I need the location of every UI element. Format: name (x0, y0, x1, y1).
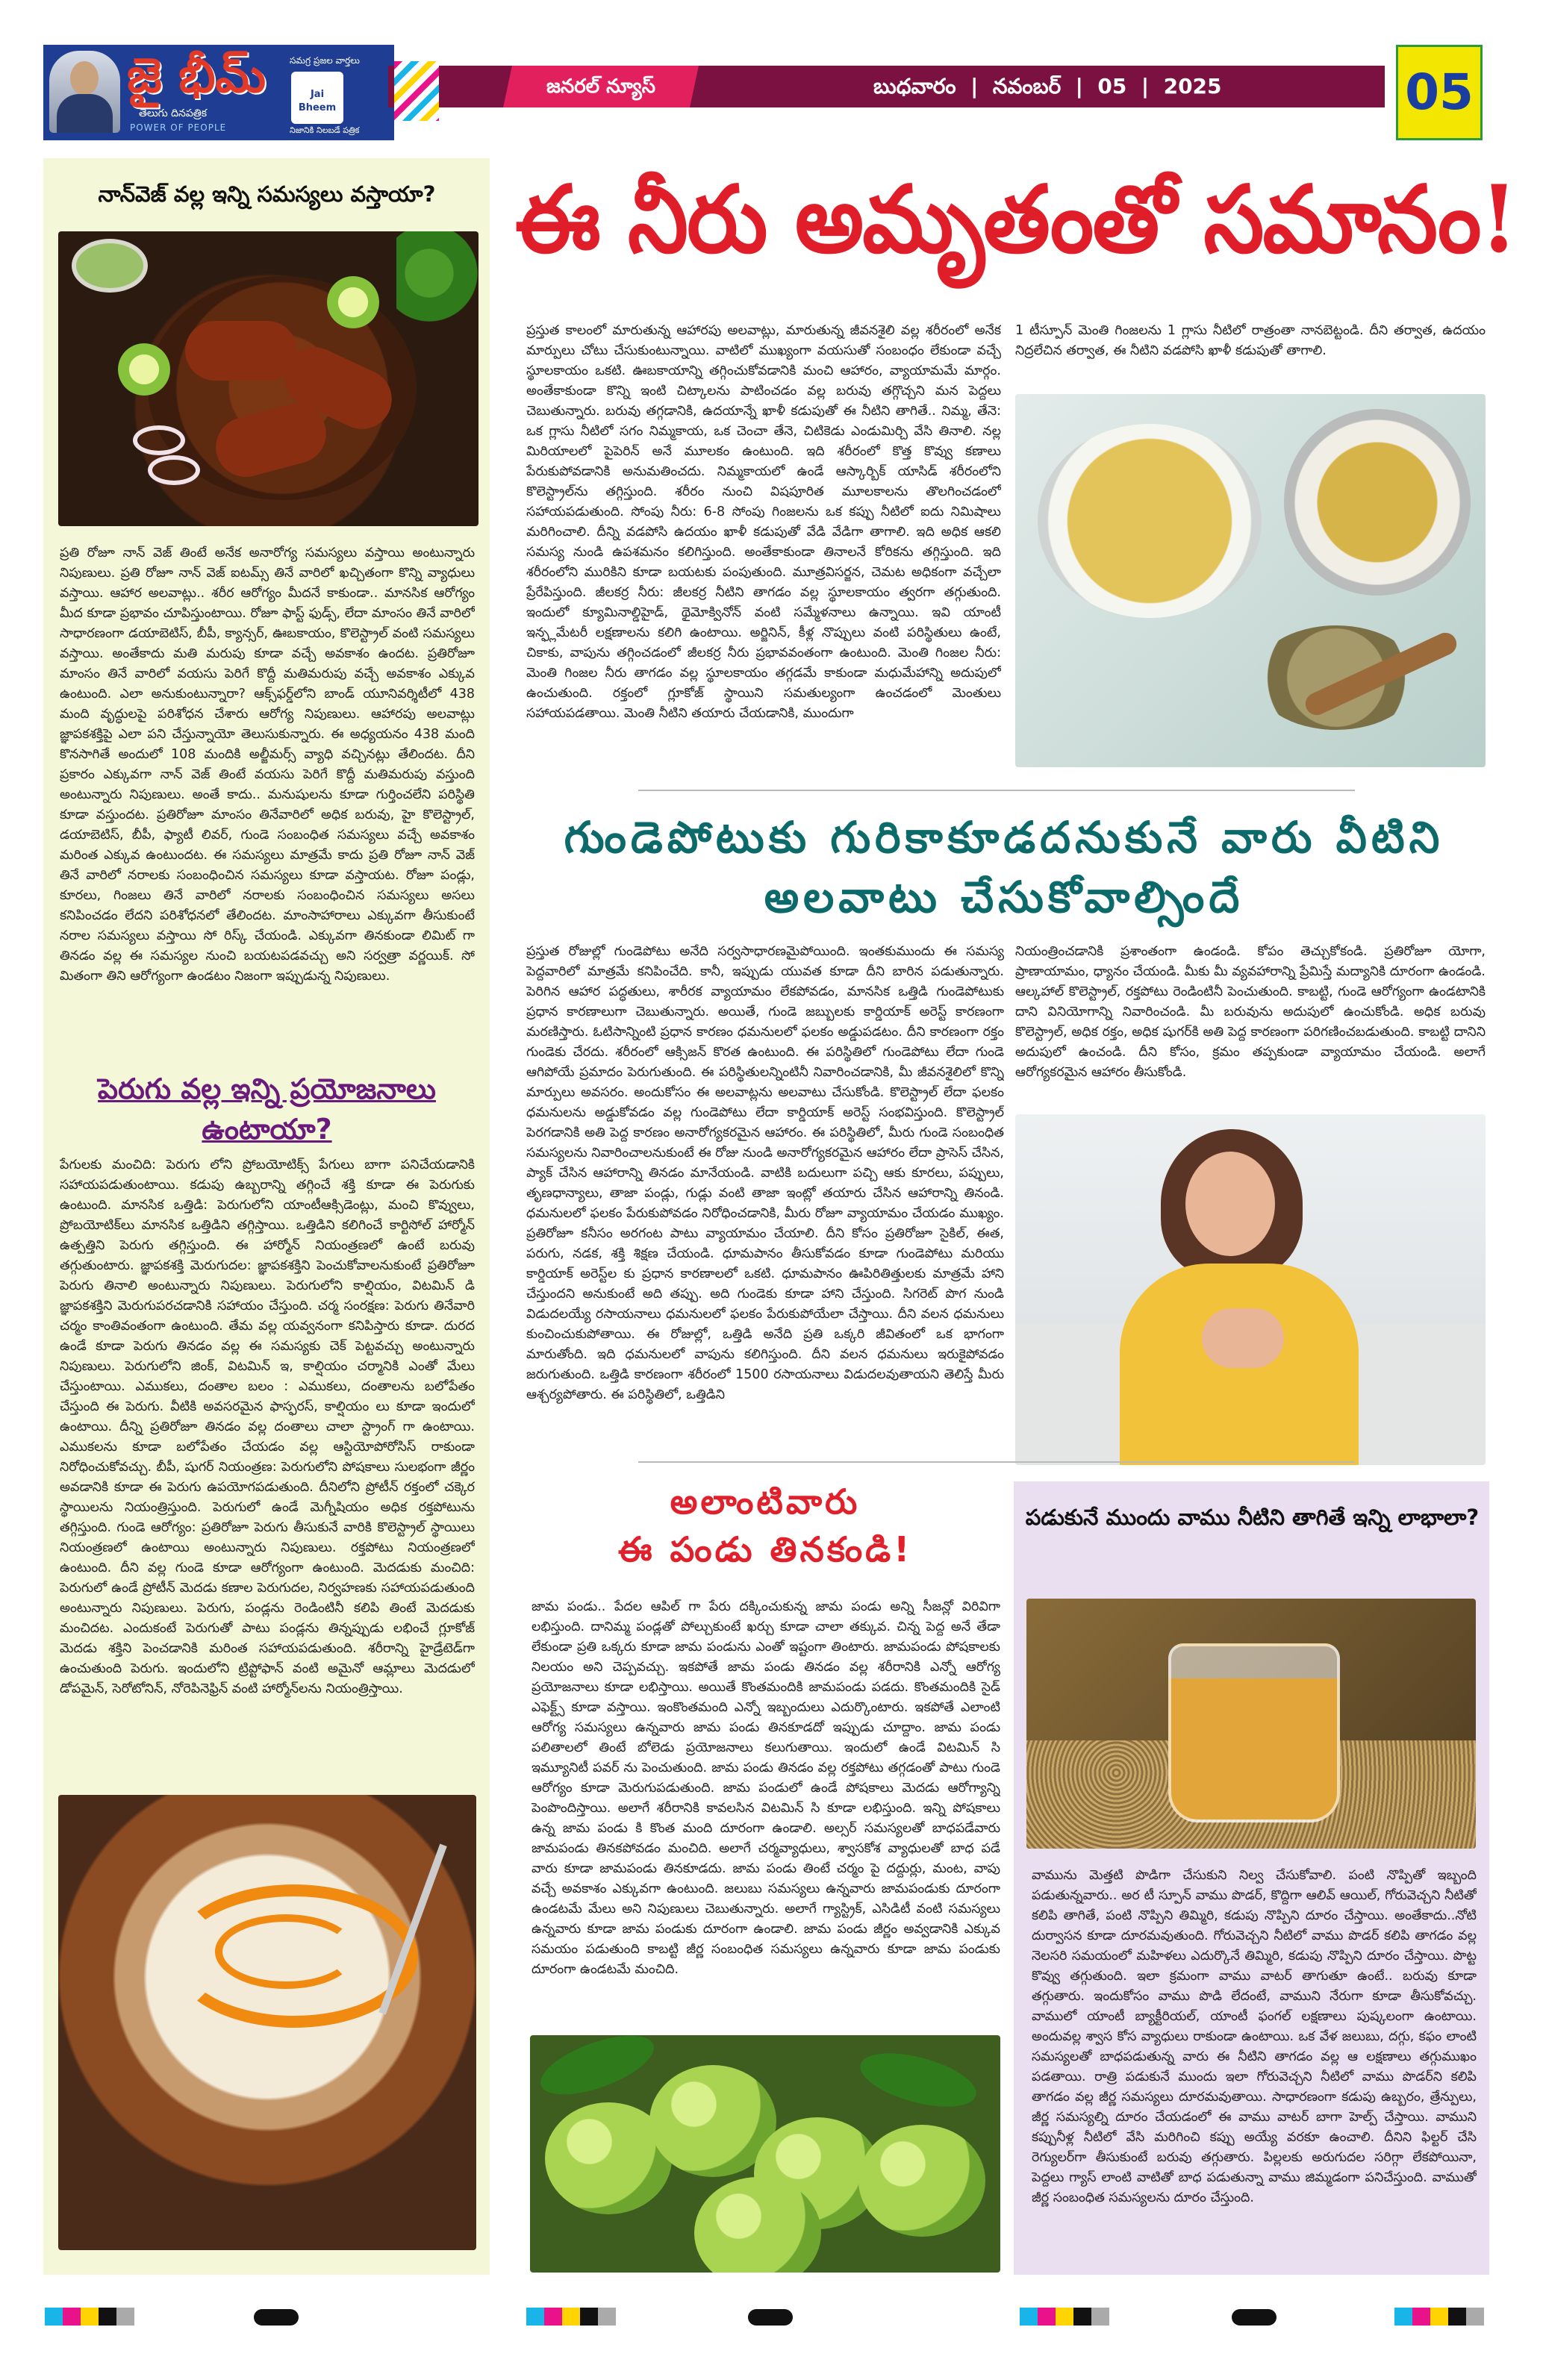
registration-stripes (394, 61, 439, 121)
nonveg-article-body: ప్రతి రోజూ నాన్ వెజ్ తింటే అనేక అనారోగ్య సమస్యలు వస్తాయి అంటున్నారు నిపుణులు. ప్రతి రోజూ నాన్ వెజ్ ఐటమ్స్ తినే వారిలో ఖచ్చితంగా కొన్ని వ్యాధులు వస్తాయి. ఆహార అలవాట్లు.. శరీర ఆరోగ్యం మీదనే కాకుండా.. మానసిక ఆరోగ్యం మీద కూడా ప్రభావం చూపిస్తుంటాయి. రోజూ ఫాస్ట్ ఫుడ్స్, లేదా మాంసం తినే వారిలో సాధారణంగా డయాబెటిస్, బీపీ, క్యాన్సర్, ఊబకాయం, కొలెస్ట్రాల్ వంటి సమస్యలు వస్తాయి. అంతేకాదు మతి మరుపు కూడా వచ్చే అవకాశం ఉందట. ప్రతిరోజూ మాంసం తినే వారిలో వయసు పెరిగే కొద్దీ మతిమరుపు వచ్చే అవకాశం ఎక్కువ ఉంటుంది. ఎలా అనుకుంటున్నారా? ఆక్స్‌ఫర్డ్‌లోని బాండ్ యూనివర్శిటీలో 438 మంది వృద్ధులపై పరిశోధన చేశారు ఆరోగ్య నిపుణులు. ఆహారపు అలవాట్లు జ్ఞాపకశక్తిపై ఎలా పని చేస్తున్నాయో తెలుసుకున్నారు. ఈ అధ్యయనం 438 మంది కొనసాగితే అందులో 108 మందికి అల్జీమర్స్ వ్యాధి వచ్చినట్లు తేలిందట. దీని ప్రకారం ఎక్కువగా నాన్ వెజ్ తింటే వయసు పెరిగే కొద్దీ మతిమరుపు వస్తుంది అంటున్నారు నిపుణులు. అంతే కాదు.. మనుషులను కూడా గుర్తించలేని పరిస్థితి కూడా వస్తుందట. ప్రతిరోజూ మాంసం తినేవారిలో అధిక బరువు, హై కొలెస్ట్రాల్, డయాబెటిస్, బీపీ, ఫ్యాటీ లివర్, గుండె సంబంధిత సమస్యలు వచ్చే అవకాశం మరింత ఎక్కువ ఉంటుందట. ఈ సమస్యలు మాత్రమే కాదు ప్రతి రోజూ నాన్ వెజ్ తినే వారిలో నరాలకు సంబంధించిన సమస్యలు కూడా వస్తాయట. రోజూ పండ్లు, కూరలు, గింజలు తినే వారిలో నరాలకు సంబంధించిన సమస్యలు అసలు కనిపించడం లేదని పరిశోధనలో తేలిందట. మాంసాహారాలు ఎక్కువగా తీసుకుంటే నరాల సమస్యలు వస్తాయి సో రిస్క్ చేయండి. ఎక్కువగా తినకుండా లిమిట్ గా తినడం వల్ల ఈ సమస్యల నుంచి బయటపడవచ్చు అని సర్వత్రా వర్ణయిక్. సో మితంగా తిని ఆరోగ్యంగా ఉండటం నిజంగా ఇప్పుడున్న నిపుణులు. (60, 546, 475, 984)
jai-bheem-logo: Jai Bheem (291, 72, 343, 124)
heart-headline: గుండెపోటుకు గురికాకూడదనుకునే వారు వీటిని అలవాటు చేసుకోవాల్సిందే (564, 812, 1444, 922)
vamu-article-body: వామును మెత్తటి పొడిగా చేసుకుని నిల్వ చేసుకోవాలి. పంటి నొప్పితో ఇబ్బంది పడుతున్నవారు.. అర టీ స్పూన్ వాము పొడర్, కొద్దిగా ఆలివ్ ఆయిల్, గోరువెచ్చని నీటితో కలిపి తాగితే, పంటి నొప్పిని తిమ్మిరి, కడుపు నొప్పిని దూరం చేస్తాయి. అంతేకాదు..నోటి దుర్వాసన కూడా దూరమవుతుంది. గోరువెచ్చని నీటిలో వాము పొడర్ కలిపి తాగడం వల్ల నెలసరి సమయంలో మహిళలు ఎదుర్కొనే తిమ్మిరి, కడుపు నొప్పిని దూరం చేస్తాయి. పొట్ట కొవ్వు తగ్గుతుంది. ఇలా క్రమంగా వాము వాటర్ తాగుతూ ఉంటే.. బరువు కూడా తగ్గుతారు. ఇందుకోసం వాము పొడి లేదంటే, వాముని నేరుగా కూడా తీసుకోవచ్చు. వాములో యాంటీ బ్యాక్టీరియల్, యాంటీ ఫంగల్ లక్షణాలు పుష్కలంగా ఉంటాయి. అందువల్ల శ్వాస కోస వ్యాధులు రాకుండా ఉంటాయి. ఒక వేళ జలుబు, దగ్గు, కఫం లాంటి సమస్యలతో బాధపడుతున్న వారు ఈ నీటిని తాగడం వల్ల ఆ లక్షణాలు తగ్గుముఖం పడతాయి. రాత్రి పడుకునే ముందు ఇలా గోరువెచ్చని నీటిలో వాము పొడర్‌ని కలిపి తాగడం వల్ల జీర్ణ సమస్యలు దూరమవుతాయి. సాధారణంగా కడుపు ఉబ్బరం, త్రేన్పులు, జీర్ణ సమస్యల్ని దూరం చేయడంలో ఈ వాము వాటర్ బాగా హెల్ప్ చేస్తాయి. వాముని కప్పునీళ్ల నీటిలో వేసి మరిగించి కప్పు అయ్యే వరకూ ఉంచాలి. దీనిని ఫిల్టర్ చేసి రెగ్యులర్‌గా తీసుకుంటే బరువు తగ్గుతారు. పిల్లలకు అరుగుదల సరిగ్గా లేకపోయినా, పెద్దలు గ్యాస్ లాంటి వాటితో బాధ పడుతున్నా వాము జిమ్మడంగా పనిచేస్తుంది. వాముతో జీర్ణ సంబంధిత సమస్యలను దూరం చేస్తుంది. (1032, 1868, 1477, 2205)
paper-name: జై భీమ్ (127, 48, 266, 104)
curd-headline: పెరుగు వల్ల ఇన్ని ప్రయోజనాలు ఉంటాయా? (98, 1072, 436, 1146)
registration-mark (748, 2309, 793, 2326)
nonveg-photo (58, 231, 479, 526)
divider-rule (638, 790, 1355, 791)
heart-article-col2: నియంత్రించడానికి ప్రశాంతంగా ఉండండి. కోపం తెచ్చుకోకండి. ప్రతిరోజూ యోగా, ప్రాణాయామం, ధ్యానం చేయండి. మీకు మీ వ్యవహారాన్ని ప్రేమిస్తే మద్యానికి దూరంగా ఉండండి. ఆల్కహాల్ కొలెస్ట్రాల్, రక్తపోటు రెండింటినీ పెంచుతుంది. కాబట్టి, గుండె ఆరోగ్యంగా ఉండటానికి దాని వినియోగాన్ని నివారించండి. మీ బరువును అదుపులో ఉంచుకోండి. అధిక బరువు కొలెస్ట్రాల్, అధిక రక్తం, అధిక షుగర్‌కి అతి పెద్ద కారణంగా పరిగణించబడుతుంది. కాబట్టి దానిని అదుపులో ఉంచండి. దీని కోసం, క్రమం తప్పకుండా వ్యాయామం చేయండి. అలాగే ఆరోగ్యకరమైన ఆహారం తీసుకోండి. (1015, 944, 1486, 1080)
registration-mark (254, 2309, 299, 2326)
founder-portrait (49, 51, 120, 133)
paper-tagline-en: POWER OF PEOPLE (130, 122, 227, 133)
guava-headline-line2: ఈ పండు తినకండి! (617, 1529, 913, 1570)
divider-rule (638, 1461, 1355, 1463)
fenugreek-tea-photo (1015, 394, 1486, 767)
main-article-col1: ప్రస్తుత కాలంలో మారుతున్న ఆహారపు అలవాట్లు, మారుతున్న జీవనశైలి వల్ల శరీరంలో అనేక మార్పులు చోటు చేసుకుంటున్నాయి. వాటిలో ముఖ్యంగా వయసుతో సంబంధం లేకుండా వచ్చే స్థూలకాయం ఒకటి. ఊబకాయాన్ని తగ్గించుకోవడానికి మంచి ఆహారం, వ్యాయామమే మార్గం. అంతేకాకుండా కొన్ని ఇంటి చిట్కాలను పాటించడం వల్ల బరువు తగ్గొచ్చని మన పెద్దలు చెబుతున్నారు. బరువు తగ్గడానికి, ఉదయాన్నే ఖాళీ కడుపుతో ఈ నీటిని తాగితే.. నిమ్మ, తేనె: ఒక గ్లాసు నీటిలో సగం నిమ్మకాయ, ఒక చెంచా తేనె, చిటికెడు ఎండుమిర్చి వేసి తినాలి. నల్ల మిరియాలలో పైపెరిన్ అనే మూలకం ఉంటుంది. ఇది శరీరంలో కొత్త కొవ్వు కణాలు పేరుకుపోవడానికి అనుమతించదు. నిమ్మకాయలో ఉండే ఆస్కార్బిక్ యాసిడ్ శరీరంలోని కొలెస్ట్రాల్‌ను తగ్గిస్తుంది. శరీరం నుంచి విషపూరిత మూలకాలను తొలగించడంలో సహాయపడుతుంది. సోంపు నీరు: 6-8 సోంపు గింజలను ఒక కప్పు నీటిలో ఐదు నిమిషాలు మరిగించాలి. దీన్ని వడపోసి ఉదయం ఖాళీ కడుపుతో వేడి వేడిగా తాగాలి. ఇది అధిక ఆకలి సమస్య నుండి ఉపశమనం కలిగిస్తుంది. అంతేకాకుండా తినాలనే కోరికను తగ్గిస్తుంది. ఇది శరీరంలోని మురికిని కూడా బయటకు పంపుతుంది. మూత్రవిసర్జన, చెమట అధికంగా వచ్చేలా ప్రేరేపిస్తుంది. జీలకర్ర నీరు: జీలకర్ర నీటిని తాగడం వల్ల స్థూలకాయం త్వరగా తగ్గుతుంది. ఇందులో క్యూమినాల్డిహైడ్, థైమోక్వినోన్ వంటి సమ్మేళనాలు ఉన్నాయి. ఇవి యాంటీ ఇన్ఫ్లమేటరీ లక్షణాలను కలిగి ఉంటాయి. అర్జినిన్, కీళ్ల నొప్పులు వంటి పరిస్థితులు ఉంటే, చికాకు, వాపును తగ్గించడంలో జీలకర్ర నీరు ప్రభావవంతంగా ఉంటుంది. మెంతి గింజల నీరు: మెంతి గింజల నీరు తాగడం వల్ల స్థూలకాయం తగ్గడమే కాకుండా మధుమేహాన్ని అదుపులో ఉంచుతుంది. రక్తంలో గ్లూకోజ్ స్థాయిని సమతుల్యంగా ఉంచడంలో మెంతులు సహాయపడతాయి. మెంతి నీటిని తయారు చేయడానికి, ముందుగా (526, 323, 1001, 721)
page-number: 05 (1405, 63, 1474, 121)
vamu-headline: పడుకునే ముందు వాము నీటిని తాగితే ఇన్ని లాభాలా? (1025, 1505, 1480, 1530)
logo-caption-2: నిజానికి నిలబడే పత్రిక (290, 125, 360, 135)
masthead (43, 45, 394, 140)
curd-article-body: పేగులకు మంచిది: పెరుగు లోని ప్రోబయోటిక్స్ పేగులు బాగా పనిచేయడానికి సహాయపడుతుంటాయి. కడుపు ఉబ్బరాన్ని తగ్గించే శక్తి కూడా ఈ పెరుగుకు ఉంటుంది. మానసిక ఒత్తిడి: పెరుగులోని యాంటీఆక్సిడెంట్లు, మంచి కొవ్వులు, ప్రోబయోటిక్‌లు మానసిక ఒత్తిడిని తగ్గిస్తాయి. ఒత్తిడిని కలిగించే కార్టిసోల్ హార్మోన్ ఉత్పత్తిని పెరుగు తగ్గిస్తుంది. ఈ హార్మోన్ నియంత్రణలో ఉంటే బరువు తగ్గుతుంటారు. జ్ఞాపకశక్తి మెరుగుదల: జ్ఞాపకశక్తిని పెంచుకోవాలనుకుంటే ప్రతిరోజూ పెరుగు తినాలి అంటున్నారు నిపుణులు. పెరుగులోని కాల్షియం, విటమిన్ డి జ్ఞాపకశక్తిని మెరుగుపరచడానికి సహాయం చేస్తుంది. చర్మ సంరక్షణ: పెరుగు తినేవారి చర్మం కాంతివంతంగా ఉంటుంది. తేమ వల్ల యవ్వనంగా కనిపిస్తారు కూడా. దురద ఉండే కూడా పెరుగు తినడం వల్ల ఈ సమస్యకు చెక్ పెట్టవచ్చు అంటున్నారు నిపుణులు. పెరుగులోని జింక్, విటమిన్ ఇ, కాల్షియం చర్మానికి ఎంతో మేలు చేస్తుంటాయి. ఎముకలు, దంతాల బలం : ఎముకలు, దంతాలను బలోపేతం చేస్తుంది ఈ పెరుగు. వీటికి అవసరమైన ఫాస్ఫరస్, కాల్షియం లు కూడా ఇందులో ఉంటాయి. దీన్ని ప్రతిరోజూ తినడం వల్ల దంతాలు చాలా స్ట్రాంగ్ గా ఉంటాయి. ఎముకలను కూడా బలోపేతం చేయడం వల్ల ఆస్టియోపోరోసిస్ రాకుండా నిరోధించుకోవచ్చు. బీపీ, షుగర్ నియంత్రణ: పెరుగులోని పోషకాలు సులభంగా జీర్ణం అవడానికి కూడా ఈ పెరుగు ఉపయోగపడుతుంది. దీనిలోని ప్రోటీన్ రక్తంలో చక్కెర స్థాయిలను నియంత్రిస్తుంది. పెరుగులో ఉండే మెగ్నీషియం అధిక రక్తపోటును తగ్గిస్తుంది. గుండె ఆరోగ్యం: ప్రతిరోజూ పెరుగు తీసుకునే వారికి కొలెస్ట్రాల్ స్థాయిలు నియంత్రణలో ఉంటాయి అంటున్నారు నిపుణులు. రక్తపోటు నియంత్రణలో ఉంటుంది. దీని వల్ల గుండె కూడా ఆరోగ్యంగా ఉంటుంది. మెదడుకు మంచిది: పెరుగులో ఉండే ప్రోటీన్ మెదడు కణాల పెరుగుదల, నిర్వహణకు సహాయపడుతుంది అంటున్నారు నిపుణులు. పెరుగు, పండ్లను రెండింటినీ కలిపి తింటే మెదడుకు మంచిదట. ఎందుకంటే పెరుగుతో పాటు పండ్లను తిన్నప్పుడు లభించే గ్లూకోజ్ మెదడు శక్తిని పెంచడానికి మరింత సహాయపడుతుంది. శరీరాన్ని హైడ్రేటెడ్‌గా ఉంచుతుంది పెరుగు. ఇందులోని ట్రిప్టోఫాన్ వంటి అమైనో ఆమ్లాలు మెదడులో డోపమైన్, సెరోటోనిన్, నోరెపినెఫ్రిన్ వంటి హార్మోన్‌లను నియంత్రిస్తాయి. (60, 1158, 475, 1696)
paper-tagline: తెలుగు దినపత్రిక (139, 107, 208, 119)
color-registration-strip (526, 2308, 616, 2326)
ajwain-water-photo (1026, 1599, 1476, 1849)
guava-photo (530, 2035, 1000, 2273)
color-registration-strip (1394, 2308, 1484, 2326)
guava-article-body: జామ పండు.. పేదల ఆపిల్ గా పేరు దక్కించుకున్న జామ పండు అన్ని సీజన్లో విరివిగా లభిస్తుంది. దానిమ్మ పండ్లతో పోల్చుకుంటే ఖర్చు కూడా చాలా తక్కువ. చిన్న పెద్ద అనే తేడా లేకుండా ప్రతి ఒక్కరు కూడా జామ పండును ఎంతో ఇష్టంగా తింటారు. జామపండు పోషకాలకు నిలయం అని చెప్పవచ్చు. ఇకపోతే జామ పండు తినడం వల్ల శరీరానికి ఎన్నో ఆరోగ్య ప్రయోజనాలు కూడా లభిస్తాయి. అయితే కొంతమందికి జామపండు పడదు. కొంతమందికి సైడ్ ఎఫెక్ట్స్ కూడా వస్తాయి. ఇంకొంతమంది ఎన్నో ఇబ్బందులు ఎదుర్కొంటారు. ఇకపోతే ఎలాంటి ఆరోగ్య సమస్యలు ఉన్నవారు జామ పండు తినకూడదో ఇప్పుడు చూద్దాం. జామ పండు పలితాలలో తింటే బోలెడు ప్రయోజనాలు కలుగుతాయి. ఇందులో ఉండే విటమిన్ సి ఇమ్యూనిటీ పవర్ ను పెంచుతుంది. జామ పండు తినడం వల్ల రక్తపోటు తగ్గడంతో పాటు గుండె ఆరోగ్యం కూడా మెరుగుపడుతుంది. జామ పండులో ఉండే పోషకాలు మెదడు ఆరోగ్యాన్ని పెంపొందిస్తాయి. అలాగే శరీరానికి కావలసిన విటమిన్ సి కూడా లభిస్తుంది. ఇన్ని పోషకాలు ఉన్న జామ పండు కి కొంత మంది దూరంగా ఉండాలి. అల్సర్ సమస్యలతో బాధపడేవారు జామపండు తినకపోవడం మంచిది. అలాగే చర్మవ్యాధులు, శ్వాసకోశ వ్యాధులతో బాధ పడే వారు కూడా జామపండు తినకూడదు. జామ పండు తింటే చర్మం పై దద్దుర్లు, మంట, వాపు వచ్చే అవకాశం ఎక్కువగా ఉంటుంది. జలుబు సమస్యలు ఉన్నవారు జామపండుకు దూరంగా ఉండటమే మేలు అని నిపుణులు చెబుతున్నారు. అలాగే గ్యాస్ట్రిక్, ఎసిడిటీ వంటి సమస్యలు ఉన్నవారు కూడా జామ పండుకు దూరంగా ఉండాలి. జామ పండు జీర్ణం అవ్వడానికి ఎక్కువ సమయం పడుతుంది కాబట్టి జీర్ణ సంబంధిత సమస్యలు ఉన్నవారు కూడా జామ పండుకు దూరంగా ఉండటమే మంచిది. (532, 1599, 1000, 1977)
woman-chest-pain-photo (1015, 1114, 1486, 1465)
nonveg-headline: నాన్‌వెజ్ వల్ల ఇన్ని సమస్యలు వస్తాయా? (98, 181, 436, 207)
main-headline: ఈ నీరు అమృతంతో సమానం! (515, 166, 1517, 274)
heart-article-col1: ప్రస్తుత రోజుల్లో గుండెపోటు అనేది సర్వసాధారణమైపోయింది. ఇంతకుముందు ఈ సమస్య పెద్దవారిలో మాత్రమే కనిపించేది. కానీ, ఇప్పుడు యువత కూడా దీని బారిన పడుతున్నారు. పెరిగిన ఆహార పద్ధతులు, శారీరక వ్యాయామం లేకపోవడం, మానసిక ఒత్తిడి గుండెపోటుకు ప్రధాన కారణాలుగా చెబుతున్నారు. అయితే, గుండె జబ్బులకు కార్డియాక్ అరెస్ట్ కారణంగా మరణిస్తారు. ఓటిసాన్నింటి ప్రధాన కారణం ధమనులలో ఫలకం అడ్డుపడటం. దీని కారణంగా రక్తం గుండెకు చేరదు. శరీరంలో ఆక్సిజన్ కొరత ఉంటుంది. ఈ పరిస్థితిలో గుండెపోటు లేదా గుండె ఆగిపోయే ప్రమాదం పెరుగుతుంది. ఈ పరిస్థితులన్నింటినీ నివారించడానికి, మీ జీవనశైలిలో కొన్ని మార్పులు అవసరం. అందుకోసం ఈ అలవాట్లను అలవాటు చేసుకోండి. కొలెస్ట్రాల్ లేదా ఫలకం ధమనులను అడ్డుకోవడం వల్ల గుండెపోటు లేదా కార్డియాక్ అరెస్ట్ సంభవిస్తుంది. కొలెస్ట్రాల్ పెరగడానికి అతి పెద్ద కారణం అనారోగ్యకరమైన ఆహారం. ఈ పరిస్థితిలో, మీరు గుండె సంబంధిత సమస్యలను నివారించాలనుకుంటే ఈ రోజు నుండి అనారోగ్యకరమైన ఆహారం లేదా ప్రాసెస్ చేసిన, ప్యాక్ చేసిన ఆహారాన్ని తినడం మానేయండి. వాటికి బదులుగా పచ్చి ఆకు కూరలు, పప్పులు, తృణధాన్యాలు, తాజా పండ్లు, గుడ్లు వంటి తాజా ఇంట్లో తయారు చేసిన ఆహారాన్ని తినండి. ధమనులలో ఫలకం పేరుకుపోవడం నిరోధించడానికి, మీరు రోజూ వ్యాయామం చేయడం ముఖ్యం. ప్రతిరోజూ కనీసం అరగంట పాటు వ్యాయామం చేయాలి. దీని కోసం ప్రతిరోజూ సైకిల్, ఈత, పరుగు, నడక, శక్తి శిక్షణ చేయండి. ధూమపానం తీసుకోవడం కూడా గుండెపోటు మరియు కార్డియాక్ అరెస్ట్‌ల కు ప్రధాన కారణాలలో ఒకటి. ధూమపానం ఊపిరితిత్తులకు మాత్రమే హాని చేస్తుందని అనుకుంటే అది తప్పు. అది గుండెకు కూడా హాని చేస్తుంది. సిగరెట్ పొగ నుండి విడుదలయ్యే రసాయనాలు ధమనులలో ఫలకం పేరుకుపోయేలా చేస్తాయి. దీని వలన ధమనులు కుంచించుకుపోతాయి. ఈ రోజుల్లో, ఒత్తిడి అనేది ప్రతి ఒక్కరి జీవితంలో ఒక భాగంగా మారుతోంది. ఇది ధమనులలో వాపును కలిగిస్తుంది. దీని వలన ధమనులు ఇరుకైపోవడం జరుగుతుంది. ఒత్తిడి కారణంగా శరీరంలో 1500 రసాయనాలు విడుదలవుతాయని తెలిస్తే మీరు ఆశ్చర్యపోతారు. ఈ పరిస్థితిలో, ఒత్తిడిని (526, 944, 1004, 1402)
section-tag: జనరల్ న్యూస్ (503, 66, 699, 107)
main-article-col2: 1 టీస్పూన్ మెంతి గింజలను 1 గ్లాసు నీటిలో రాత్రంతా నానబెట్టండి. దీని తర్వాత, ఉదయం నిద్రలేచిన తర్వాత, ఈ నీటిని వడపోసి ఖాళీ కడుపుతో తాగాలి. (1015, 323, 1486, 358)
color-registration-strip (45, 2308, 134, 2326)
guava-headline-line1: అలాంటివారు (670, 1481, 861, 1522)
color-registration-strip (1020, 2308, 1109, 2326)
curd-photo (58, 1795, 476, 2250)
logo-caption: సమగ్ర ప్రజల వార్తలు (290, 55, 360, 66)
guava-headline (526, 1478, 1004, 1573)
dateline: బుధవారం | నవంబర్ | 05 | 2025 (873, 74, 1222, 99)
page-number-box (1396, 45, 1483, 140)
registration-mark (1232, 2309, 1277, 2326)
